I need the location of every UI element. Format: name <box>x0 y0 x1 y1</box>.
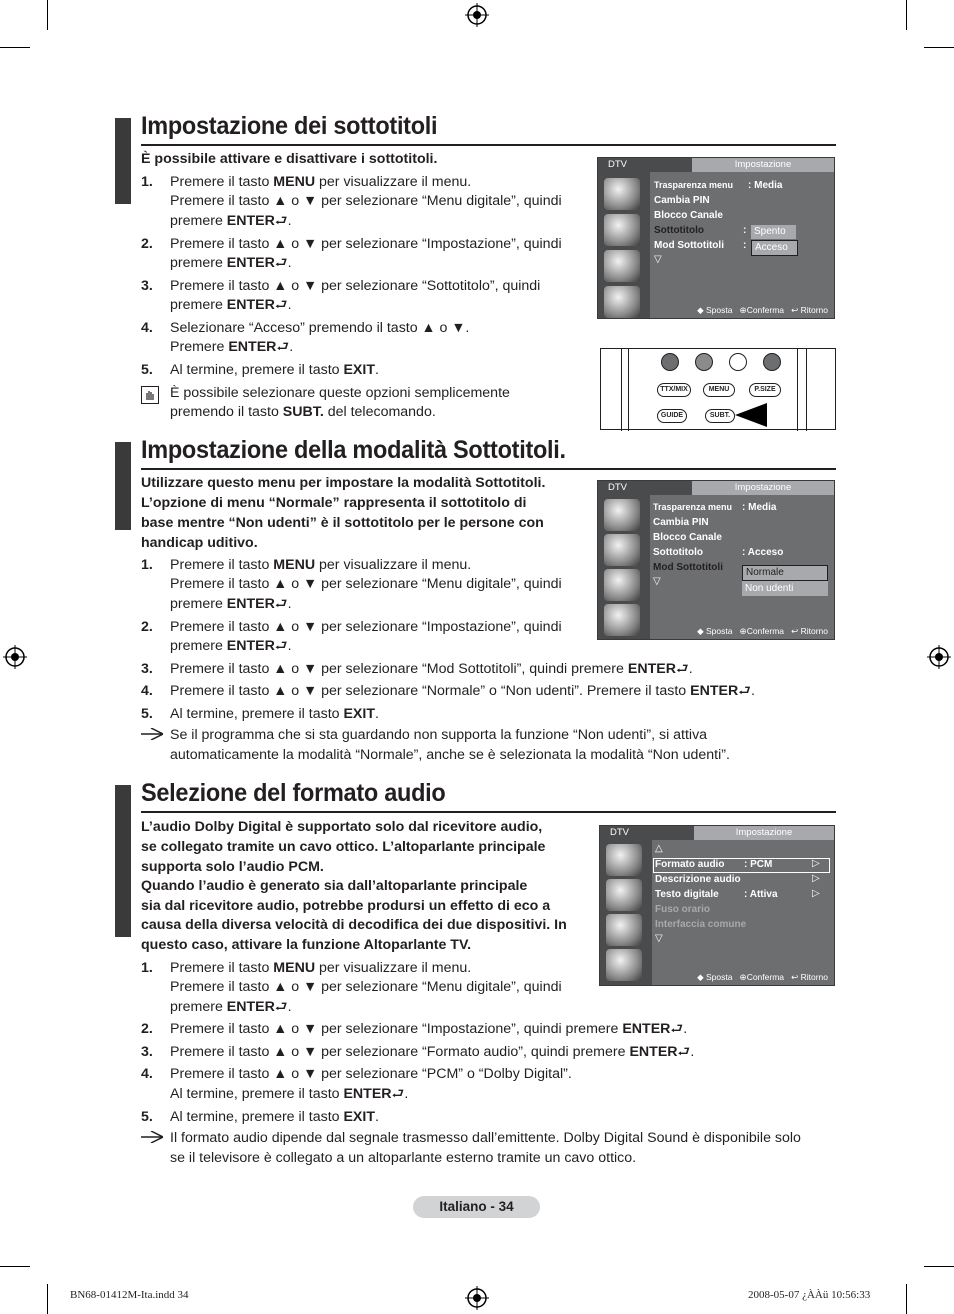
enter-icon: ⮐ <box>738 683 751 699</box>
enter-icon: ⮐ <box>274 596 288 612</box>
remote-edge <box>797 349 807 431</box>
step-text: Premere il tasto ▲ o ▼ per selezionare “Formato audio”, quindi premere ENTER⮐. <box>170 1044 695 1060</box>
note-text: premendo il tasto SUBT. del telecomando. <box>170 404 436 420</box>
osd-title: Impostazione <box>692 158 834 172</box>
osd-row: Interfaccia comune <box>655 919 747 930</box>
osd-row: Testo digitale <box>655 889 719 900</box>
osd-screen <box>599 825 835 986</box>
step-text: premere ENTER⮐. <box>170 596 292 612</box>
red-button-icon <box>661 353 679 371</box>
remote-edge <box>621 349 629 431</box>
step-number: 4. <box>141 1066 153 1082</box>
menu-key: MENU <box>703 383 735 397</box>
osd-value: : <box>743 225 747 236</box>
file-slug: BN68-01412M-Ita.indd 34 <box>70 1289 189 1301</box>
step-text: Al termine, premere il tasto EXIT. <box>170 1109 379 1125</box>
osd-arrow-icon: ▷ <box>812 888 820 899</box>
step-text: Premere il tasto ▲ o ▼ per selezionare “Menu digitale”, quindi <box>170 193 562 209</box>
setup-menu-icon <box>604 250 640 282</box>
yellow-button-icon <box>729 353 747 371</box>
input-menu-icon <box>606 949 642 981</box>
enter-icon: ⮐ <box>274 638 288 654</box>
osd-sidebar <box>598 495 650 639</box>
pointer-arrow-icon <box>735 397 775 427</box>
intro-text: L’audio Dolby Digital è supportato solo dal ricevitore audio, <box>141 819 543 835</box>
enter-icon: ⮐ <box>675 661 689 677</box>
intro-text: supporta solo l’audio PCM. <box>141 859 324 875</box>
step-number: 2. <box>141 236 153 252</box>
section-bar <box>115 118 131 204</box>
enter-icon: ⮐ <box>274 255 288 271</box>
osd-arrow-icon: ▷ <box>812 873 820 884</box>
step-text: Premere il tasto MENU per visualizzare il menu. <box>170 174 472 190</box>
intro-text: L’opzione di menu “Normale” rappresenta il sottotitolo di <box>141 495 527 511</box>
subt-key: SUBT. <box>705 409 735 423</box>
intro-text: handicap uditivo. <box>141 535 258 551</box>
osd-tag: DTV <box>610 827 629 838</box>
step-text: Selezionare “Acceso” premendo il tasto ▲ o ▼. <box>170 320 470 336</box>
sound-menu-icon <box>604 534 640 566</box>
sound-menu-icon <box>606 879 642 911</box>
step-number: 4. <box>141 320 153 336</box>
step-number: 3. <box>141 1044 153 1060</box>
osd-more-icon: ▽ <box>654 254 662 265</box>
step-text: Al termine, premere il tasto EXIT. <box>170 706 379 722</box>
step-text: Premere il tasto ▲ o ▼ per selezionare “PCM” o “Dolby Digital”. <box>170 1066 572 1082</box>
intro-text: È possibile attivare e disattivare i sottotitoli. <box>141 151 438 167</box>
osd-row: Trasparenza menu <box>653 502 733 512</box>
tip-arrow-icon <box>141 728 163 740</box>
section-rule <box>141 144 836 146</box>
note-text: È possibile selezionare queste opzioni semplicemente <box>170 385 510 401</box>
osd-screen <box>597 157 835 319</box>
ttx-key: TTX/MIX <box>657 383 691 397</box>
step-number: 1. <box>141 557 153 573</box>
step-text: Premere il tasto ▲ o ▼ per selezionare “Menu digitale”, quindi <box>170 576 562 592</box>
step-text: Premere il tasto ▲ o ▼ per selezionare “Sottotitolo”, quindi <box>170 278 541 294</box>
note-text: Il formato audio dipende dal segnale trasmesso dall’emittente. Dolby Digital Sound è disponibile solo <box>170 1130 801 1146</box>
osd-more-icon: ▽ <box>655 933 663 944</box>
intro-text: sia dal ricevitore audio, potrebbe prodursi un effetto di eco a <box>141 898 551 914</box>
step-number: 4. <box>141 683 153 699</box>
input-menu-icon <box>604 286 640 318</box>
crop-mark <box>924 47 954 48</box>
step-text: Al termine, premere il tasto EXIT. <box>170 362 379 378</box>
step-text: premere ENTER⮐. <box>170 999 292 1015</box>
step-text: Premere il tasto ▲ o ▼ per selezionare “Impostazione”, quindi premere ENTER⮐. <box>170 1021 688 1037</box>
osd-value: : Media <box>742 502 777 513</box>
step-number: 5. <box>141 706 153 722</box>
intro-text: causa della diversa velocità di decodifica dei due dispositivi. In <box>141 917 567 933</box>
step-text: Premere ENTER⮐. <box>170 339 294 355</box>
osd-row: Sottotitolo <box>653 547 703 558</box>
osd-row: Sottotitolo <box>654 225 704 236</box>
step-text: Premere il tasto MENU per visualizzare il menu. <box>170 960 472 976</box>
osd-scroll-up-icon: △ <box>655 843 663 854</box>
step-text: Premere il tasto ▲ o ▼ per selezionare “Impostazione”, quindi <box>170 236 562 252</box>
step-number: 1. <box>141 174 153 190</box>
setup-menu-icon <box>606 914 642 946</box>
step-number: 5. <box>141 362 153 378</box>
crop-mark <box>47 0 48 30</box>
osd-row: Cambia PIN <box>654 195 710 206</box>
date-slug: 2008-05-07 ¿ÀÀü 10:56:33 <box>748 1289 871 1301</box>
input-menu-icon <box>604 604 640 636</box>
osd-row: Mod Sottotitoli <box>653 562 723 573</box>
step-text: premere ENTER⮐. <box>170 213 292 229</box>
osd-row: Formato audio <box>655 859 725 870</box>
crop-mark <box>906 0 907 30</box>
page-number: Italiano - 34 <box>413 1196 540 1218</box>
osd-title: Impostazione <box>692 481 834 495</box>
osd-tag: DTV <box>608 159 627 170</box>
enter-icon: ⮐ <box>391 1086 405 1102</box>
step-text: Premere il tasto ▲ o ▼ per selezionare “Normale” o “Non udenti”. Premere il tasto ENTER⮐. <box>170 683 755 699</box>
osd-row: Descrizione audio <box>655 874 741 885</box>
step-text: premere ENTER⮐. <box>170 297 292 313</box>
osd-option-selected: Acceso <box>751 240 798 256</box>
note-text: se il televisore è collegato a un altoparlante esterno tramite un cavo ottico. <box>170 1150 637 1166</box>
intro-text: Utilizzare questo menu per impostare la modalità Sottotitoli. <box>141 475 546 491</box>
osd-row: Fuso orario <box>655 904 711 915</box>
blue-button-icon <box>763 353 781 371</box>
osd-title: Impostazione <box>694 826 834 840</box>
osd-value: : Attiva <box>744 889 778 900</box>
section-rule <box>141 811 836 813</box>
osd-option-selected: Normale <box>742 565 828 581</box>
step-text: Al termine, premere il tasto ENTER⮐. <box>170 1086 409 1102</box>
osd-more-icon: ▽ <box>653 576 661 587</box>
step-number: 2. <box>141 619 153 635</box>
enter-icon: ⮐ <box>276 339 290 355</box>
section-bar <box>115 785 131 937</box>
registration-mark-icon <box>465 1286 489 1310</box>
crop-mark <box>906 1284 907 1314</box>
green-button-icon <box>695 353 713 371</box>
crop-mark <box>924 1266 954 1267</box>
osd-tag: DTV <box>608 482 627 493</box>
crop-mark <box>0 1266 30 1267</box>
step-text: premere ENTER⮐. <box>170 638 292 654</box>
osd-value: : <box>743 240 747 251</box>
step-number: 2. <box>141 1021 153 1037</box>
osd-footer: ◆ Sposta ⊕Conferma ↩ Ritorno <box>697 626 828 636</box>
registration-mark-icon <box>465 3 489 27</box>
psize-key: P.SIZE <box>749 383 781 397</box>
remote-illustration <box>600 348 836 430</box>
picture-menu-icon <box>604 499 640 531</box>
step-number: 1. <box>141 960 153 976</box>
osd-row: Mod Sottotitoli <box>654 240 724 251</box>
note-text: automaticamente la modalità “Normale”, anche se è selezionata la modalità “Non udenti”. <box>170 747 730 763</box>
osd-sidebar <box>600 840 652 985</box>
osd-row: Blocco Canale <box>653 532 722 543</box>
intro-text: se collegato tramite un cavo ottico. L’altoparlante principale <box>141 839 546 855</box>
enter-icon: ⮐ <box>274 213 288 229</box>
crop-mark <box>47 1284 48 1314</box>
sound-menu-icon <box>604 214 640 246</box>
osd-value: : Media <box>748 180 783 191</box>
section-title: Impostazione dei sottotitoli <box>141 112 438 140</box>
osd-option: Non udenti <box>742 581 828 596</box>
picture-menu-icon <box>606 844 642 876</box>
registration-mark-icon <box>927 645 951 669</box>
osd-footer: ◆ Sposta ⊕Conferma ↩ Ritorno <box>697 305 828 315</box>
osd-value: : Acceso <box>742 547 784 558</box>
registration-mark-icon <box>3 645 27 669</box>
intro-text: Quando l’audio è generato sia dall’altoparlante principale <box>141 878 528 894</box>
intro-text: questo caso, attivare la funzione Altoparlante TV. <box>141 937 472 953</box>
section-rule <box>141 468 836 470</box>
step-number: 3. <box>141 278 153 294</box>
tip-arrow-icon <box>141 1131 163 1143</box>
intro-text: base mentre “Non udenti” è il sottotitolo per le persone con <box>141 515 544 531</box>
osd-row: Trasparenza menu <box>654 180 734 190</box>
note-icon <box>141 386 159 404</box>
osd-row: Blocco Canale <box>654 210 723 221</box>
step-text: Premere il tasto MENU per visualizzare il menu. <box>170 557 472 573</box>
step-text: premere ENTER⮐. <box>170 255 292 271</box>
section-title: Selezione del formato audio <box>141 779 446 807</box>
osd-option: Spento <box>751 225 796 239</box>
osd-footer: ◆ Sposta ⊕Conferma ↩ Ritorno <box>697 972 828 982</box>
crop-mark <box>0 47 30 48</box>
step-text: Premere il tasto ▲ o ▼ per selezionare “Menu digitale”, quindi <box>170 979 562 995</box>
guide-key: GUIDE <box>657 409 687 423</box>
setup-menu-icon <box>604 569 640 601</box>
section-title: Impostazione della modalità Sottotitoli. <box>141 436 566 464</box>
osd-value: : PCM <box>744 859 773 870</box>
osd-sidebar <box>598 172 650 318</box>
step-number: 3. <box>141 661 153 677</box>
enter-icon: ⮐ <box>274 297 288 313</box>
note-text: Se il programma che si sta guardando non supporta la funzione “Non udenti”, si attiva <box>170 727 708 743</box>
step-text: Premere il tasto ▲ o ▼ per selezionare “Mod Sottotitoli”, quindi premere ENTER⮐. <box>170 661 693 677</box>
picture-menu-icon <box>604 178 640 210</box>
osd-row: Cambia PIN <box>653 517 709 528</box>
enter-icon: ⮐ <box>670 1021 684 1037</box>
step-text: Premere il tasto ▲ o ▼ per selezionare “Impostazione”, quindi <box>170 619 562 635</box>
osd-arrow-icon: ▷ <box>812 858 820 869</box>
enter-icon: ⮐ <box>677 1044 691 1060</box>
section-bar <box>115 442 131 530</box>
step-number: 5. <box>141 1109 153 1125</box>
osd-screen <box>597 480 835 640</box>
enter-icon: ⮐ <box>274 999 288 1015</box>
